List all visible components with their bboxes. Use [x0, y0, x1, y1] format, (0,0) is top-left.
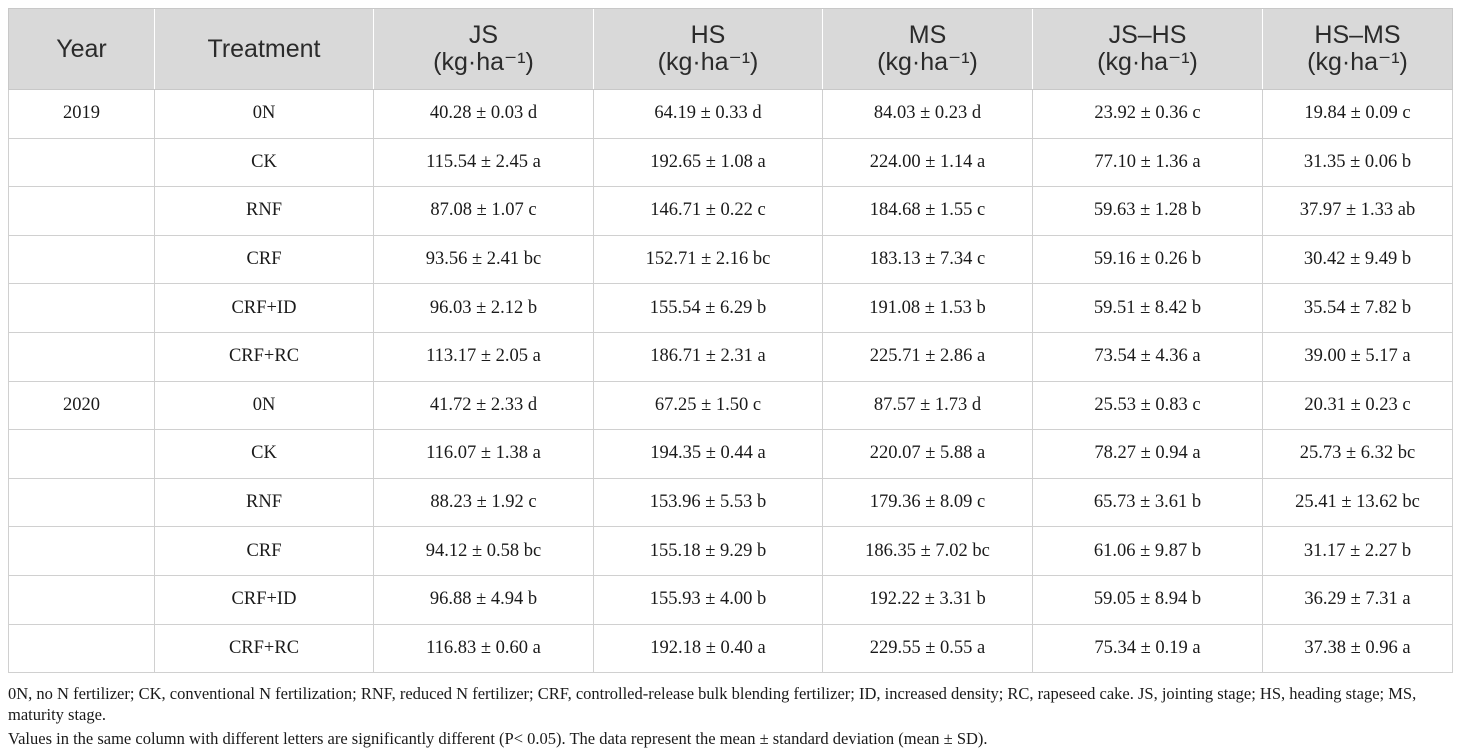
- value-cell: 96.03 ± 2.12 b: [374, 284, 594, 333]
- value-cell: 146.71 ± 0.22 c: [594, 187, 823, 236]
- column-header: [594, 9, 823, 90]
- table-row: [9, 235, 1453, 284]
- value-cell: 84.03 ± 0.23 d: [823, 90, 1033, 139]
- treatment-cell: CRF+ID: [155, 284, 374, 333]
- value-cell: 152.71 ± 2.16 bc: [594, 235, 823, 284]
- column-header-label: MS: [908, 21, 947, 49]
- year-cell: [9, 478, 155, 527]
- table-row: [9, 381, 1453, 430]
- value-cell: 31.17 ± 2.27 b: [1263, 527, 1453, 576]
- treatment-cell: CRF: [155, 235, 374, 284]
- treatment-cell: CK: [155, 430, 374, 479]
- table-row: [9, 284, 1453, 333]
- value-cell: 153.96 ± 5.53 b: [594, 478, 823, 527]
- footnote-abbreviations: 0N, no N fertilizer; CK, conventional N fertilization; RNF, reduced N fertilizer; CRF, controlled-release bulk blending fertilizer; ID, increased density; RC, rapeseed cake. JS, jointing stage; HS, heading stage; MS, maturity stage.: [8, 684, 1417, 724]
- value-cell: 96.88 ± 4.94 b: [374, 575, 594, 624]
- value-cell: 155.93 ± 4.00 b: [594, 575, 823, 624]
- column-header-label: JS: [468, 21, 499, 49]
- value-cell: 93.56 ± 2.41 bc: [374, 235, 594, 284]
- value-cell: 194.35 ± 0.44 a: [594, 430, 823, 479]
- value-cell: 179.36 ± 8.09 c: [823, 478, 1033, 527]
- table-row: [9, 187, 1453, 236]
- table-footnotes: [8, 683, 1452, 749]
- column-header-label: HS: [690, 21, 726, 49]
- year-cell: [9, 527, 155, 576]
- value-cell: 25.73 ± 6.32 bc: [1263, 430, 1453, 479]
- column-header: [155, 9, 374, 90]
- value-cell: 59.16 ± 0.26 b: [1033, 235, 1263, 284]
- value-cell: 88.23 ± 1.92 c: [374, 478, 594, 527]
- column-header-unit: (kg·ha⁻¹): [1307, 48, 1408, 76]
- value-cell: 186.35 ± 7.02 bc: [823, 527, 1033, 576]
- column-header-unit: (kg·ha⁻¹): [433, 48, 534, 76]
- treatment-cell: 0N: [155, 381, 374, 430]
- value-cell: 37.97 ± 1.33 ab: [1263, 187, 1453, 236]
- column-header-label: Year: [56, 34, 107, 63]
- value-cell: 155.18 ± 9.29 b: [594, 527, 823, 576]
- value-cell: 186.71 ± 2.31 a: [594, 332, 823, 381]
- value-cell: 73.54 ± 4.36 a: [1033, 332, 1263, 381]
- year-cell: [9, 138, 155, 187]
- treatment-cell: CRF+ID: [155, 575, 374, 624]
- value-cell: 224.00 ± 1.14 a: [823, 138, 1033, 187]
- treatment-cell: RNF: [155, 187, 374, 236]
- value-cell: 61.06 ± 9.87 b: [1033, 527, 1263, 576]
- value-cell: 31.35 ± 0.06 b: [1263, 138, 1453, 187]
- value-cell: 25.41 ± 13.62 bc: [1263, 478, 1453, 527]
- header-row: [9, 9, 1453, 90]
- value-cell: 41.72 ± 2.33 d: [374, 381, 594, 430]
- table-body: [9, 90, 1453, 673]
- value-cell: 116.07 ± 1.38 a: [374, 430, 594, 479]
- table-row: [9, 478, 1453, 527]
- value-cell: 23.92 ± 0.36 c: [1033, 90, 1263, 139]
- year-cell: [9, 332, 155, 381]
- value-cell: 229.55 ± 0.55 a: [823, 624, 1033, 673]
- treatment-cell: CRF+RC: [155, 332, 374, 381]
- treatment-cell: CK: [155, 138, 374, 187]
- column-header-unit: (kg·ha⁻¹): [877, 48, 978, 76]
- value-cell: 87.08 ± 1.07 c: [374, 187, 594, 236]
- year-cell: [9, 575, 155, 624]
- value-cell: 225.71 ± 2.86 a: [823, 332, 1033, 381]
- column-header-unit: (kg·ha⁻¹): [1097, 48, 1198, 76]
- year-cell: [9, 187, 155, 236]
- value-cell: 75.34 ± 0.19 a: [1033, 624, 1263, 673]
- value-cell: 183.13 ± 7.34 c: [823, 235, 1033, 284]
- table-row: [9, 527, 1453, 576]
- column-header-unit: (kg·ha⁻¹): [657, 48, 759, 76]
- table-row: [9, 138, 1453, 187]
- value-cell: 78.27 ± 0.94 a: [1033, 430, 1263, 479]
- value-cell: 40.28 ± 0.03 d: [374, 90, 594, 139]
- column-header-label: JS–HS: [1108, 21, 1187, 49]
- table-row: [9, 332, 1453, 381]
- value-cell: 59.63 ± 1.28 b: [1033, 187, 1263, 236]
- value-cell: 25.53 ± 0.83 c: [1033, 381, 1263, 430]
- year-cell: 2020: [9, 381, 155, 430]
- column-header: [1263, 9, 1453, 90]
- treatment-cell: CRF+RC: [155, 624, 374, 673]
- value-cell: 87.57 ± 1.73 d: [823, 381, 1033, 430]
- column-header: [823, 9, 1033, 90]
- year-cell: [9, 430, 155, 479]
- column-header: [1033, 9, 1263, 90]
- treatment-cell: 0N: [155, 90, 374, 139]
- value-cell: 191.08 ± 1.53 b: [823, 284, 1033, 333]
- year-cell: 2019: [9, 90, 155, 139]
- value-cell: 192.22 ± 3.31 b: [823, 575, 1033, 624]
- footnote-significance: Values in the same column with different letters are significantly different (P< 0.05). The data represent the mean ± standard deviation (mean ± SD).: [8, 729, 988, 748]
- value-cell: 220.07 ± 5.88 a: [823, 430, 1033, 479]
- table-row: [9, 90, 1453, 139]
- value-cell: 94.12 ± 0.58 bc: [374, 527, 594, 576]
- table-header: [9, 9, 1453, 90]
- value-cell: 113.17 ± 2.05 a: [374, 332, 594, 381]
- column-header-label: HS–MS: [1314, 21, 1401, 49]
- value-cell: 30.42 ± 9.49 b: [1263, 235, 1453, 284]
- value-cell: 67.25 ± 1.50 c: [594, 381, 823, 430]
- value-cell: 39.00 ± 5.17 a: [1263, 332, 1453, 381]
- value-cell: 35.54 ± 7.82 b: [1263, 284, 1453, 333]
- value-cell: 116.83 ± 0.60 a: [374, 624, 594, 673]
- value-cell: 184.68 ± 1.55 c: [823, 187, 1033, 236]
- value-cell: 192.18 ± 0.40 a: [594, 624, 823, 673]
- value-cell: 115.54 ± 2.45 a: [374, 138, 594, 187]
- year-cell: [9, 284, 155, 333]
- value-cell: 59.05 ± 8.94 b: [1033, 575, 1263, 624]
- table-row: [9, 624, 1453, 673]
- value-cell: 36.29 ± 7.31 a: [1263, 575, 1453, 624]
- value-cell: 155.54 ± 6.29 b: [594, 284, 823, 333]
- column-header: [9, 9, 155, 90]
- value-cell: 37.38 ± 0.96 a: [1263, 624, 1453, 673]
- value-cell: 20.31 ± 0.23 c: [1263, 381, 1453, 430]
- value-cell: 64.19 ± 0.33 d: [594, 90, 823, 139]
- table-row: [9, 430, 1453, 479]
- table-row: [9, 575, 1453, 624]
- year-cell: [9, 235, 155, 284]
- value-cell: 77.10 ± 1.36 a: [1033, 138, 1263, 187]
- column-header-label: Treatment: [207, 34, 321, 63]
- value-cell: 19.84 ± 0.09 c: [1263, 90, 1453, 139]
- treatment-cell: CRF: [155, 527, 374, 576]
- data-table: [8, 8, 1453, 673]
- column-header: [374, 9, 594, 90]
- value-cell: 192.65 ± 1.08 a: [594, 138, 823, 187]
- treatment-cell: RNF: [155, 478, 374, 527]
- year-cell: [9, 624, 155, 673]
- value-cell: 59.51 ± 8.42 b: [1033, 284, 1263, 333]
- value-cell: 65.73 ± 3.61 b: [1033, 478, 1263, 527]
